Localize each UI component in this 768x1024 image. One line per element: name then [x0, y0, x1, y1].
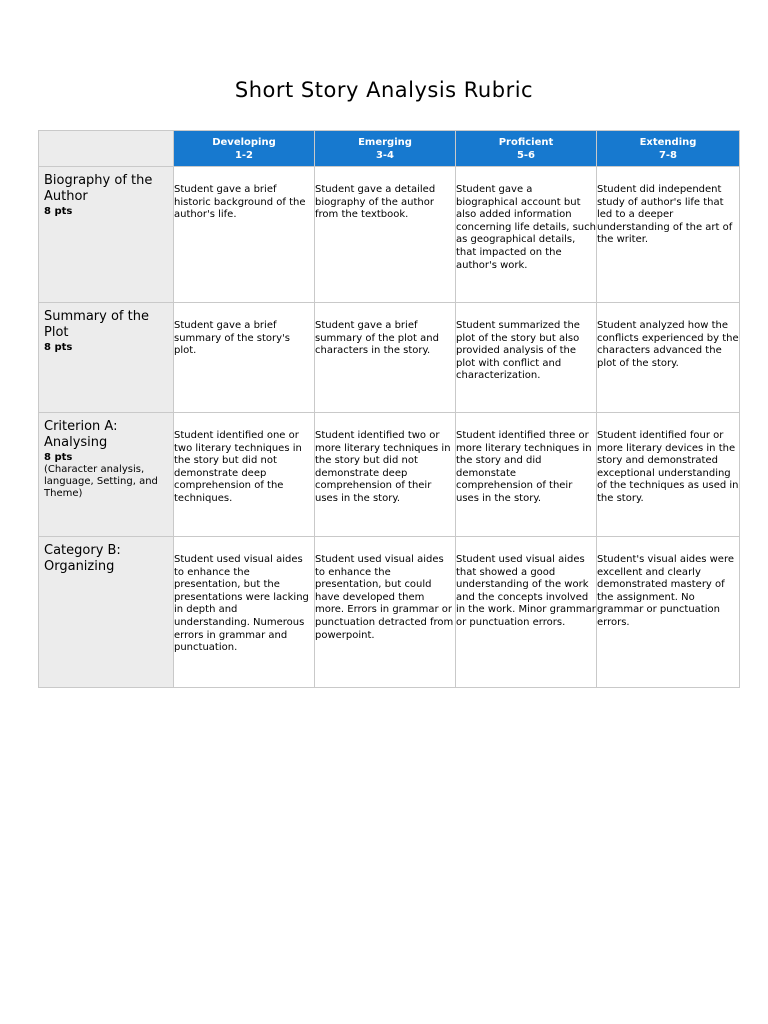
rubric-cell: Student used visual aides that showed a good understanding of the work and the concepts involved in the work. Minor grammar or punctuation errors. [456, 537, 597, 688]
page-title: Short Story Analysis Rubric [234, 78, 534, 102]
level-range: 3-4 [375, 149, 395, 161]
criterion-name: Criterion A: Analysing [44, 419, 118, 450]
rubric-cell: Student did independent study of author's life that led to a deeper understanding of the art of the writer. [597, 167, 740, 303]
table-row [39, 167, 740, 303]
criterion-note: (Character analysis, language, Setting, and Theme) [44, 464, 158, 499]
level-label: Extending [639, 136, 697, 148]
rubric-cell: Student identified one or two literary techniques in the story but did not demonstrate deep comprehension of the techniques. [174, 413, 315, 537]
criterion-points: 8 pts [44, 342, 73, 353]
table-row [39, 303, 740, 413]
level-range: 7-8 [658, 149, 678, 161]
rubric-cell: Student gave a brief summary of the story's plot. [174, 303, 315, 413]
level-label: Developing [212, 136, 276, 148]
level-range: 1-2 [234, 149, 254, 161]
criterion-cell [39, 303, 174, 413]
rubric-cell: Student used visual aides to enhance the presentation, but could have developed them more. Errors in grammar or punctuation detracted from powerpoint. [315, 537, 456, 688]
rubric-cell: Student identified three or more literary techniques in the story and did demonstate comprehension of their uses in the story. [456, 413, 597, 537]
rubric-cell: Student's visual aides were excellent and clearly demonstrated mastery of the assignment. No grammar or punctuation errors. [597, 537, 740, 688]
criterion-cell [39, 537, 174, 688]
criterion-name: Biography of the Author [44, 173, 153, 204]
rubric-table [38, 130, 740, 688]
rubric-cell: Student identified two or more literary techniques in the story but did not demonstrate deep comprehension of their uses in the story. [315, 413, 456, 537]
header-developing [174, 131, 315, 167]
header-proficient [456, 131, 597, 167]
criterion-name: Summary of the Plot [44, 309, 149, 340]
level-label: Emerging [358, 136, 412, 148]
rubric-cell: Student gave a biographical account but also added information concerning life details, such as geographical details, that impacted on the author's work. [456, 167, 597, 303]
rubric-cell: Student used visual aides to enhance the presentation, but the presentations were lacking in depth and understanding. Numerous errors in grammar and punctuation. [174, 537, 315, 688]
criterion-cell [39, 167, 174, 303]
header-row [39, 131, 740, 167]
header-corner-cell [39, 131, 174, 167]
criterion-points: 8 pts [44, 452, 73, 463]
rubric-cell: Student identified four or more literary devices in the story and demonstrated exceptional understanding of the techniques as used in the story. [597, 413, 740, 537]
level-label: Proficient [498, 136, 554, 148]
rubric-cell: Student analyzed how the conflicts experienced by the characters advanced the plot of the story. [597, 303, 740, 413]
table-row [39, 537, 740, 688]
header-extending [597, 131, 740, 167]
level-range: 5-6 [516, 149, 536, 161]
rubric-cell: Student gave a brief historic background of the author's life. [174, 167, 315, 303]
rubric-cell: Student summarized the plot of the story but also provided analysis of the plot with conflict and characterization. [456, 303, 597, 413]
criterion-name: Category B: Organizing [44, 543, 121, 574]
header-emerging [315, 131, 456, 167]
table-row [39, 413, 740, 537]
criterion-points: 8 pts [44, 206, 73, 217]
rubric-cell: Student gave a brief summary of the plot and characters in the story. [315, 303, 456, 413]
criterion-cell [39, 413, 174, 537]
rubric-cell: Student gave a detailed biography of the author from the textbook. [315, 167, 456, 303]
